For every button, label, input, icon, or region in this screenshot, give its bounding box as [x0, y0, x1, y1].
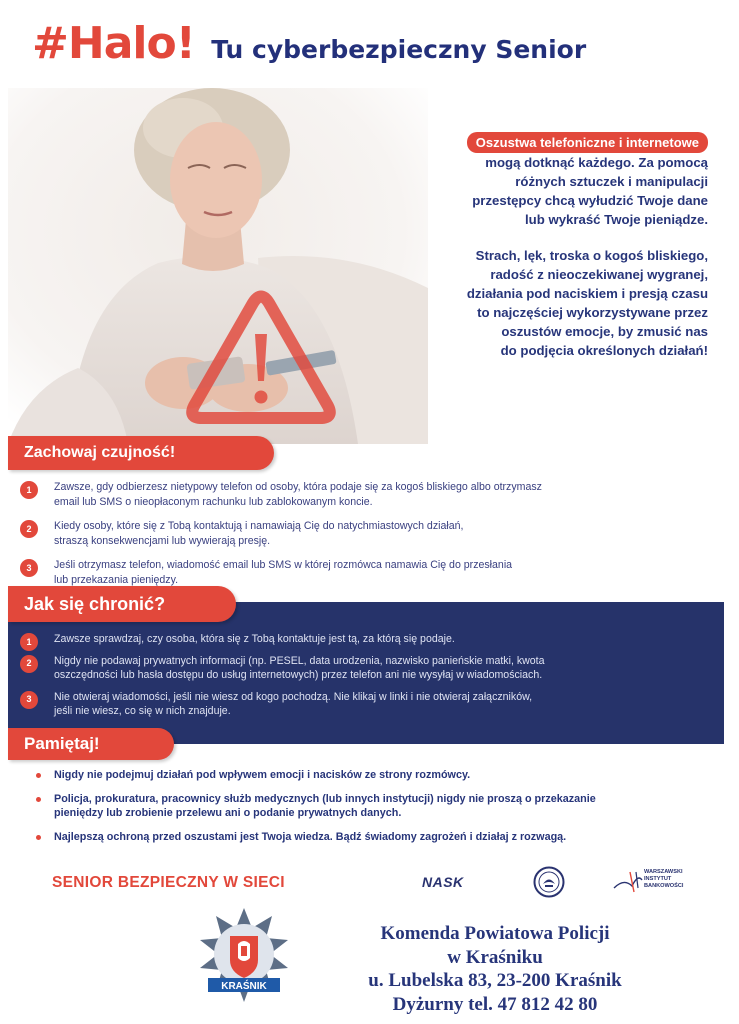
protect-list	[20, 632, 700, 726]
list-item	[20, 558, 700, 587]
section-heading-protect: Jak się chronić?	[8, 586, 236, 622]
item-line: Zawsze, gdy odbierzesz nietypowy telefon od osoby, która podaje się za kogoś bliskiego albo otrzymasz	[54, 481, 542, 493]
number-badge: 1	[20, 633, 38, 651]
bullet-item	[36, 792, 712, 821]
item-line: jeśli nie wiesz, co się w nich znajduje.	[54, 705, 231, 717]
police-emblem-icon	[192, 906, 296, 1010]
intro-highlight: Oszustwa telefoniczne i internetowe	[467, 132, 708, 153]
item-line: Nigdy nie podejmuj działań pod wpływem emocji i nacisków ze strony rozmówcy.	[54, 769, 471, 781]
vigilance-list	[20, 480, 700, 597]
campaign-slogan: SENIOR BEZPIECZNY W SIECI	[52, 874, 285, 891]
list-item	[20, 654, 700, 683]
intro-paragraph-2	[380, 246, 708, 360]
bullet-item	[36, 830, 712, 845]
intro-line: oszustów emocje, by zmusić nas	[501, 324, 708, 339]
hero-photo	[8, 88, 428, 444]
list-item	[20, 480, 700, 509]
intro-line: Strach, lęk, troska o kogoś bliskiego,	[475, 248, 708, 263]
number-badge: 3	[20, 691, 38, 709]
intro-line: radość z nieoczekiwanej wygranej,	[490, 267, 708, 282]
police-address	[330, 922, 660, 1016]
emblem-label: KRAŚNIK	[221, 981, 267, 992]
bullet-dot-icon	[36, 773, 41, 778]
remember-list	[36, 768, 712, 853]
item-line: Najlepszą ochroną przed oszustami jest Twoja wiedza. Bądź świadomy zagrożeń i działaj z rozwagą.	[54, 830, 567, 843]
number-badge: 2	[20, 655, 38, 673]
item-line: Policja, prokuratura, pracownicy służb medycznych (lub innych instytucji) nigdy nie proszą o przekazanie	[54, 792, 596, 805]
poster-header	[32, 18, 722, 78]
list-item	[20, 519, 700, 548]
intro-line: lub wykraść Twoje pieniądze.	[525, 212, 708, 227]
item-line: Zawsze sprawdzaj, czy osoba, która się z Tobą kontaktuje jest tą, za którą się podaje.	[54, 633, 455, 645]
address-line: u. Lubelska 83, 23-200 Kraśnik	[368, 970, 622, 991]
intro-line: różnych sztuczek i manipulacji	[515, 174, 708, 189]
intro-line: mogą dotknąć każdego. Za pomocą	[485, 155, 708, 170]
address-line: Komenda Powiatowa Policji	[380, 923, 610, 944]
poster-subtitle: Tu cyberbezpieczny Senior	[211, 35, 587, 64]
wib-logo-text	[644, 869, 683, 890]
bullet-dot-icon	[36, 835, 41, 840]
intro-line: do podjęcia określonych działań!	[500, 343, 708, 358]
wib-line: INSTYTUT	[644, 876, 672, 882]
senior-with-phone-illustration	[8, 88, 428, 444]
intro-block	[380, 132, 708, 360]
intro-paragraph-1	[380, 153, 708, 229]
bullet-item	[36, 768, 712, 783]
list-item	[20, 632, 700, 647]
section-heading-remember: Pamiętaj!	[8, 728, 174, 760]
intro-line: to najczęściej wykorzystywane przez	[477, 305, 708, 320]
item-line: Nigdy nie podawaj prywatnych informacji (np. PESEL, data urodzenia, nazwisko panieńskie matki, kwota	[54, 654, 545, 667]
wib-line: WARSZAWSKI	[644, 869, 683, 875]
item-line: Kiedy osoby, które się z Tobą kontaktują i namawiają Cię do natychmiastowych działań,	[54, 520, 464, 532]
police-seal-icon	[533, 866, 565, 898]
section-heading-vigilance: Zachowaj czujność!	[8, 436, 274, 470]
list-item	[20, 690, 700, 719]
address-line: Dyżurny tel. 47 812 42 80	[392, 993, 598, 1015]
item-line: lub przekazania pieniędzy.	[54, 573, 179, 586]
intro-line: przestępcy chcą wyłudzić Twoje dane	[472, 193, 708, 208]
item-line: Nie otwieraj wiadomości, jeśli nie wiesz od kogo pochodzą. Nie klikaj w linki i nie otwieraj załączników,	[54, 690, 533, 703]
item-line: Jeśli otrzymasz telefon, wiadomość email lub SMS w której rozmówca namawia Cię do przesłania	[54, 559, 513, 571]
bullet-dot-icon	[36, 797, 41, 802]
address-line: w Kraśniku	[447, 946, 543, 968]
item-line: straszą konsekwencjami lub wywierają presję.	[54, 534, 271, 547]
number-badge: 2	[20, 520, 38, 538]
number-badge: 1	[20, 481, 38, 499]
poster-hashtag: #Halo!	[32, 18, 195, 69]
number-badge: 3	[20, 559, 38, 577]
item-line: email lub SMS o nieopłaconym rachunku lub zablokowanym koncie.	[54, 495, 373, 508]
intro-line: działania pod naciskiem i presją czasu	[466, 286, 708, 301]
wib-line: BANKOWOŚCI	[644, 883, 684, 889]
item-line: pieniędzy lub zrobienie przelewu ani o podanie prywatnych danych.	[54, 807, 402, 819]
nask-logo: NASK	[422, 874, 464, 890]
item-line: oszczędności lub hasła dostępu do usług internetowych) przez telefon ani nie wysyłaj w wiadomościach.	[54, 669, 543, 681]
